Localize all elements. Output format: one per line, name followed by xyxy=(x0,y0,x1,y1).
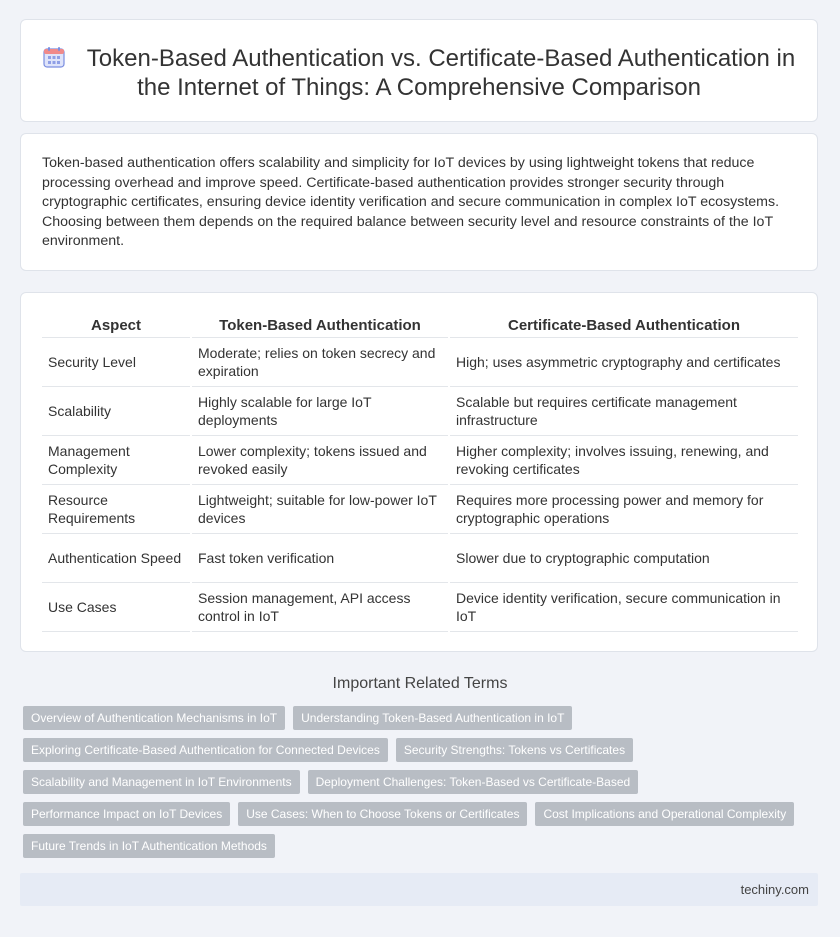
related-term-tag[interactable]: Security Strengths: Tokens vs Certificates xyxy=(396,738,633,762)
footer-site-link[interactable]: techiny.com xyxy=(740,882,809,897)
related-term-tag[interactable]: Cost Implications and Operational Complexity xyxy=(535,802,794,826)
related-term-tag[interactable]: Performance Impact on IoT Devices xyxy=(23,802,230,826)
page-title xyxy=(21,44,817,102)
row-aspect: Resource Requirements xyxy=(42,485,191,534)
header-aspect: Aspect xyxy=(42,313,191,338)
row-token: Lightweight; suitable for low-power IoT devices xyxy=(191,485,449,534)
row-certificate: Slower due to cryptographic computation xyxy=(449,534,798,583)
row-token: Fast token verification xyxy=(191,534,449,583)
header-token: Token-Based Authentication xyxy=(191,313,449,338)
footer xyxy=(20,873,818,906)
comparison-card xyxy=(20,292,818,652)
related-term-tag[interactable]: Understanding Token-Based Authentication in IoT xyxy=(293,706,572,730)
related-term-tag[interactable]: Exploring Certificate-Based Authentication for Connected Devices xyxy=(23,738,388,762)
table-row xyxy=(42,583,798,632)
table-row xyxy=(42,436,798,485)
related-terms-heading: Important Related Terms xyxy=(332,675,508,692)
related-term-tag[interactable]: Deployment Challenges: Token-Based vs Certificate-Based xyxy=(308,770,639,794)
row-token: Session management, API access control in IoT xyxy=(191,583,449,632)
page-title-text: Token-Based Authentication vs. Certificate-Based Authentication in the Internet of Things: A Comprehensive Comparison xyxy=(86,45,796,101)
row-certificate: Requires more processing power and memory for cryptographic operations xyxy=(449,485,798,534)
table-header-row xyxy=(42,313,798,338)
row-aspect: Security Level xyxy=(42,338,191,387)
row-certificate: High; uses asymmetric cryptography and certificates xyxy=(449,338,798,387)
related-term-tag[interactable]: Scalability and Management in IoT Environments xyxy=(23,770,300,794)
row-certificate: Scalable but requires certificate management infrastructure xyxy=(449,387,798,436)
table-row xyxy=(42,534,798,583)
row-certificate: Device identity verification, secure communication in IoT xyxy=(449,583,798,632)
table-row xyxy=(42,338,798,387)
table-row xyxy=(42,485,798,534)
row-certificate: Higher complexity; involves issuing, renewing, and revoking certificates xyxy=(449,436,798,485)
row-token: Lower complexity; tokens issued and revoked easily xyxy=(191,436,449,485)
row-aspect: Scalability xyxy=(42,387,191,436)
related-term-tag[interactable]: Future Trends in IoT Authentication Methods xyxy=(23,834,275,858)
title-card xyxy=(20,19,818,122)
table-row xyxy=(42,387,798,436)
row-token: Highly scalable for large IoT deployments xyxy=(191,387,449,436)
related-terms-list xyxy=(23,706,823,858)
row-aspect: Use Cases xyxy=(42,583,191,632)
related-term-tag[interactable]: Overview of Authentication Mechanisms in IoT xyxy=(23,706,285,730)
row-aspect: Management Complexity xyxy=(42,436,191,485)
comparison-table xyxy=(42,313,798,632)
intro-card xyxy=(20,133,818,271)
intro-paragraph: Token-based authentication offers scalability and simplicity for IoT devices by using lightweight tokens that reduce processing overhead and improve speed. Certificate-based authentication provides stronger security through cryptographic certificates, ensuring device identity verification and secure communication in complex IoT ecosystems. Choosing between them depends on the required balance between security level and resource constraints of the IoT environment. xyxy=(42,155,780,249)
row-aspect: Authentication Speed xyxy=(42,534,191,583)
header-certificate: Certificate-Based Authentication xyxy=(449,313,798,338)
calendar-icon xyxy=(43,46,65,68)
row-token: Moderate; relies on token secrecy and expiration xyxy=(191,338,449,387)
title-wrap xyxy=(21,44,817,102)
related-term-tag[interactable]: Use Cases: When to Choose Tokens or Certificates xyxy=(238,802,527,826)
